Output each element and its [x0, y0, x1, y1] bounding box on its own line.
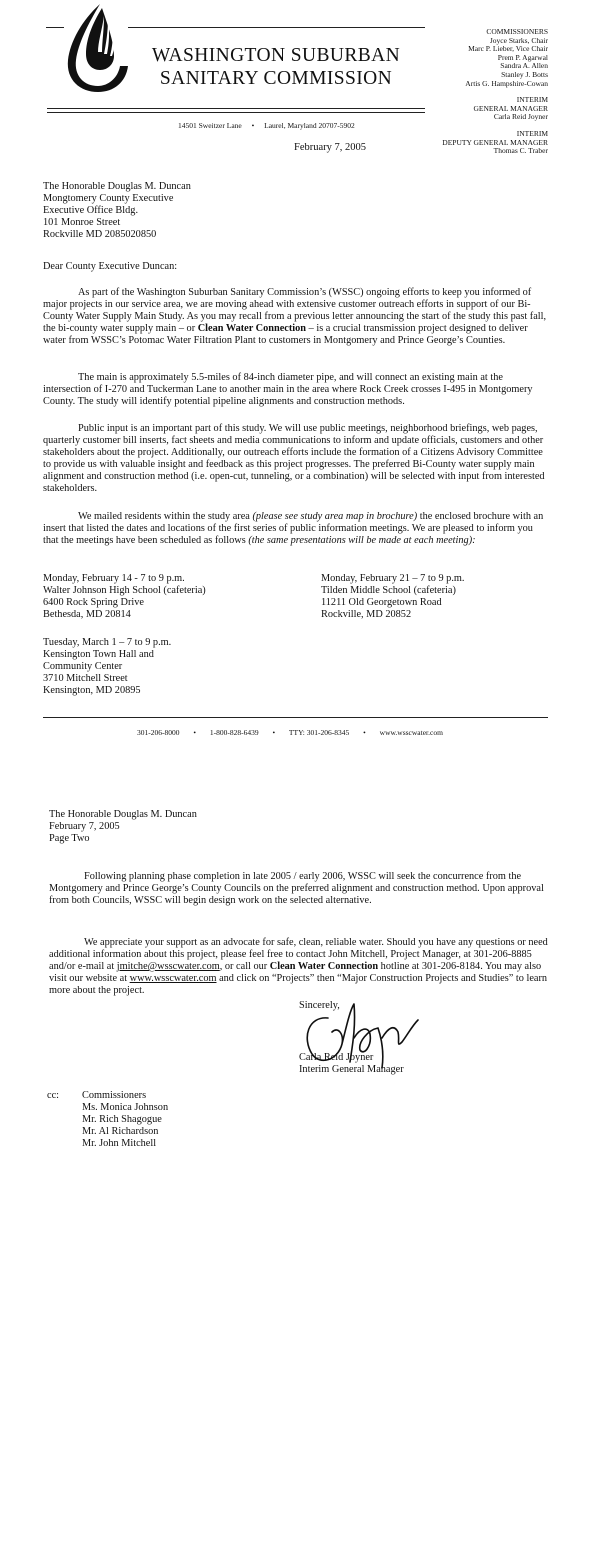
paragraph-text: We mailed residents within the study area — [78, 511, 253, 522]
address-separator: • — [251, 121, 255, 130]
email-link[interactable]: jmitche@wsscwater.com — [116, 961, 220, 972]
recipient-address — [43, 181, 191, 241]
dgm-title-line1: INTERIM — [516, 128, 548, 138]
commissioner-item: Artis G. Hampshire-Cowan — [465, 78, 548, 88]
recipient-line: The Honorable Douglas M. Duncan — [43, 181, 191, 192]
signature-block — [299, 1052, 404, 1076]
paragraph-public-input: Public input is an important part of this study. We will use public meetings, neighborhood briefings, web pages, quarterly customer bill inserts, fact sheets and media communications to inform and update officials, customers and other stakeholders about the project. Additionally, our outreach efforts include the formation of a Citizens Advisory Committee to provide us with valuable insight and feedback as this project progresses. The preferred Bi-County water supply main alignment and construction method (i.e. open-cut, tunneling, or a combination) will be selected with input from interested stakeholders. — [43, 423, 545, 494]
meeting-line: Monday, February 14 - 7 to 9 p.m. — [43, 573, 185, 584]
meeting-line: Tilden Middle School (cafeteria) — [321, 585, 456, 596]
footer-rule — [43, 717, 548, 718]
top-rule — [128, 27, 425, 28]
wssc-logo — [62, 2, 132, 94]
paragraph-text: the enclosed brochure with an insert that listed the dates and locations of the first series of public information meetings. We are pleased to inform you that the meetings have been scheduled as follows — [43, 511, 544, 546]
italic-note: (the same presentations will be made at each meeting): — [248, 535, 476, 546]
cc-item: Mr. Rich Shagogue — [82, 1114, 162, 1125]
footer-tty: TTY: 301-206-8345 — [288, 728, 350, 737]
signer-name: Carla Reid Joyner — [299, 1052, 374, 1063]
project-name-bold: Clean Water Connection — [197, 323, 307, 334]
salutation: Dear County Executive Duncan: — [43, 261, 178, 272]
meeting-line: Community Center — [43, 661, 123, 672]
page2-header-line: The Honorable Douglas M. Duncan — [49, 809, 197, 820]
paragraph-outreach — [43, 287, 548, 347]
meeting-1 — [43, 573, 206, 621]
letterhead-footer — [137, 728, 443, 737]
commissioners-heading: COMMISSIONERS — [486, 27, 548, 36]
cc-list — [82, 1090, 168, 1150]
cc-item: Mr. John Mitchell — [82, 1138, 157, 1149]
italic-note: (please see study area map in brochure) — [252, 511, 418, 522]
paragraph-text: , or call our — [219, 961, 270, 972]
meeting-line: Monday, February 21 – 7 to 9 p.m. — [321, 573, 465, 584]
meeting-2 — [321, 573, 464, 621]
footer-separator: • — [363, 728, 366, 737]
city-state-zip: Laurel, Maryland 20707-5902 — [264, 121, 355, 130]
top-rule-left — [46, 27, 64, 28]
paragraph-main-description: The main is approximately 5.5-miles of 84-inch diameter pipe, and will connect an existing main at the intersection of I-270 and Tuckerman Lane to another main in the area where Rock Creek crosses I-495 in Montgomery County. The study will identify potential pipeline alignments and construction methods. — [43, 372, 533, 407]
project-name-bold: Clean Water Connection — [269, 961, 379, 972]
commissioner-item: Marc P. Lieber, Vice Chair — [468, 44, 548, 54]
recipient-line: 101 Monroe Street — [43, 217, 121, 228]
officers-list — [442, 28, 548, 156]
meeting-line: Rockville, MD 20852 — [321, 609, 412, 620]
gm-title-line1: INTERIM — [516, 95, 548, 105]
organization-name-line2: SANITARY COMMISSION — [159, 68, 393, 89]
recipient-line: Mongtomery County Executive — [43, 193, 174, 204]
meeting-line: Kensington, MD 20895 — [43, 685, 141, 696]
commissioner-item: Stanley J. Botts — [501, 69, 548, 79]
meeting-line: 6400 Rock Spring Drive — [43, 597, 144, 608]
page2-header-line: February 7, 2005 — [49, 821, 120, 832]
signer-title: Interim General Manager — [299, 1064, 404, 1075]
closing: Sincerely, — [299, 1000, 340, 1011]
meeting-line: Kensington Town Hall and — [43, 649, 154, 660]
commissioner-item: Joyce Starks, Chair — [489, 35, 548, 45]
page2-header-line: Page Two — [49, 833, 90, 844]
cc-item: Commissioners — [82, 1090, 147, 1101]
cc-label: cc: — [47, 1090, 60, 1101]
dgm-title-line2: DEPUTY GENERAL MANAGER — [442, 137, 548, 147]
commissioner-item: Prem P. Agarwal — [497, 52, 548, 62]
meeting-line: Tuesday, March 1 – 7 to 9 p.m. — [43, 637, 172, 648]
paragraph-planning: Following planning phase completion in late 2005 / early 2006, WSSC will seek the concurrence from the Montgomery and Prince George’s County Councils on the preferred alignment and construction method. Upon approval from both Councils, WSSC will begin design work on the selected alternative. — [49, 871, 544, 906]
cc-item: Ms. Monica Johnson — [82, 1102, 169, 1113]
meeting-line: 11211 Old Georgetown Road — [321, 597, 442, 608]
letterhead-rule-2 — [47, 112, 425, 113]
commissioner-item: Sandra A. Allen — [500, 61, 548, 71]
organization-name — [128, 44, 424, 90]
page2-header — [49, 809, 197, 845]
letterhead-address — [178, 121, 355, 130]
recipient-line: Executive Office Bldg. — [43, 205, 139, 216]
meeting-3 — [43, 637, 171, 697]
letter-date: February 7, 2005 — [294, 142, 367, 153]
footer-website: www.wsscwater.com — [379, 728, 443, 737]
paragraph-meetings — [43, 511, 548, 547]
website-link[interactable]: www.wsscwater.com — [129, 973, 217, 984]
footer-separator: • — [272, 728, 276, 737]
dgm-name: Thomas C. Traber — [493, 146, 548, 156]
meeting-line: 3710 Mitchell Street — [43, 673, 128, 684]
footer-tollfree: 1-800-828-6439 — [209, 728, 259, 737]
gm-name: Carla Reid Joyner — [493, 112, 548, 122]
paragraph-contact — [49, 937, 549, 997]
paragraph-text: hotline at 301-206-8184. You may also visit our website at — [49, 961, 542, 984]
paragraph-text: We appreciate your support as an advocate for safe, clean, reliable water. Should you have any questions or need additional information about this project, please feel free to contact John Mitchell, Project Manager, at 301-206-8885 and/or e-mail at — [49, 937, 548, 972]
footer-phone: 301-206-8000 — [137, 728, 180, 737]
street-address: 14501 Sweitzer Lane — [178, 121, 242, 130]
cc-item: Mr. Al Richardson — [82, 1126, 159, 1137]
letterhead-rule-1 — [47, 108, 425, 109]
paragraph-text: – is a crucial transmission project designed to deliver water from WSSC’s Potomac Water Filtration Plant to customers in Montgomery and Prince George’s Counties. — [43, 323, 528, 346]
footer-separator: • — [193, 728, 197, 737]
meeting-line: Bethesda, MD 20814 — [43, 609, 131, 620]
paragraph-text: As part of the Washington Suburban Sanitary Commission’s (WSSC) ongoing efforts to keep you informed of major projects in our service area, we are moving ahead with extensive customer outreach efforts in support of our Bi-County Water Supply Main Study. As you may recall from a previous letter announcing the start of the study this past fall, the bi-county water supply main – or — [43, 287, 547, 334]
recipient-line: Rockville MD 2085020850 — [43, 229, 157, 240]
paragraph-text: and click on “Projects” then “Major Construction Projects and Studies” to learn more about the project. — [49, 973, 548, 996]
meeting-line: Walter Johnson High School (cafeteria) — [43, 585, 206, 596]
gm-title-line2: GENERAL MANAGER — [473, 103, 548, 113]
organization-name-line1: WASHINGTON SUBURBAN — [151, 45, 401, 66]
